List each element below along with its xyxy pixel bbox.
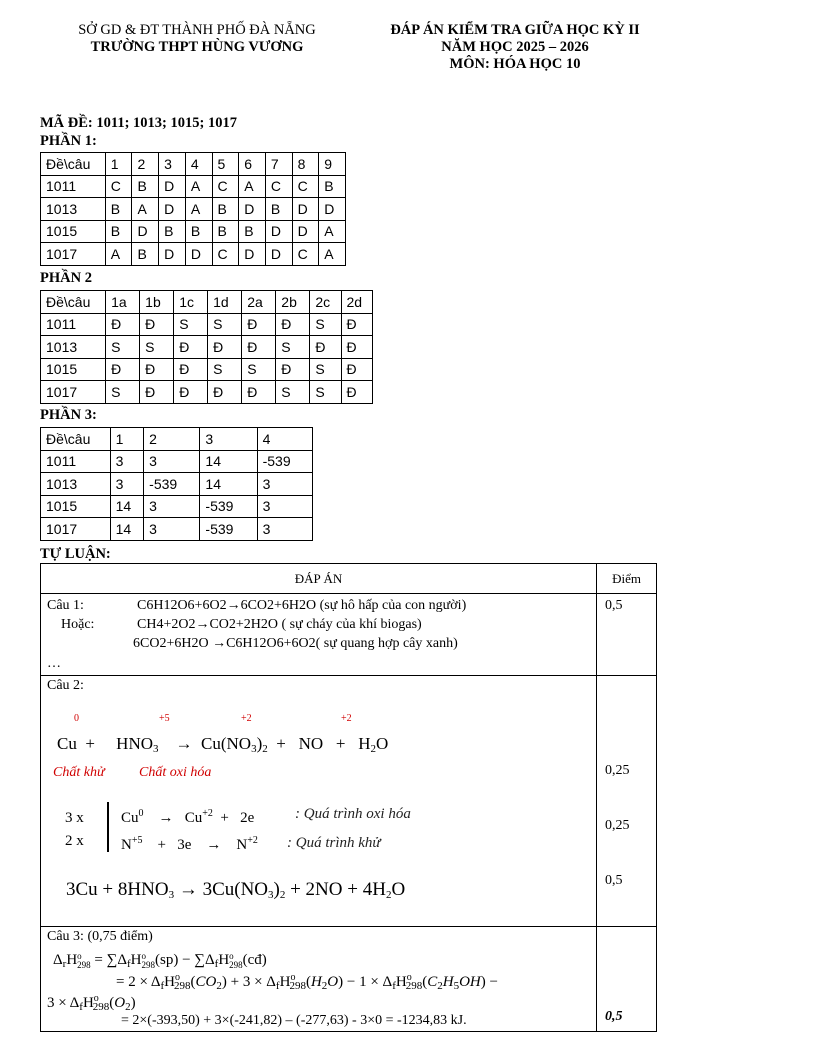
answer-cell: Đ <box>341 358 372 381</box>
reduction-process-label: : Quá trình khử <box>287 835 381 851</box>
column-header: Đề\câu <box>41 428 111 451</box>
exam-code-cell: 1013 <box>41 336 106 359</box>
answer-cell: S <box>208 358 242 381</box>
answer-cell: Đ <box>276 313 310 336</box>
oxidation-number-cu2: +2 <box>241 713 252 724</box>
question3-score: 0,5 <box>605 1009 623 1024</box>
exam-code-cell: 1015 <box>41 358 106 381</box>
question1-score: 0,5 <box>605 598 623 613</box>
exam-codes: MÃ ĐỀ: 1011; 1013; 1015; 1017 <box>40 115 237 131</box>
question1-cell <box>41 594 597 676</box>
answer-cell: A <box>185 198 212 221</box>
oxidation-number-n5: +5 <box>159 713 170 724</box>
table-row <box>41 473 313 496</box>
question3-cell <box>41 927 597 1032</box>
answer-cell: D <box>159 198 186 221</box>
column-header: 3 <box>159 153 186 176</box>
answer-cell: B <box>212 220 239 243</box>
score-column-header: Điểm <box>597 564 657 594</box>
answer-cell: A <box>319 243 346 266</box>
answer-cell: Đ <box>341 381 372 404</box>
answer-cell: S <box>276 336 310 359</box>
answer-cell: Đ <box>208 336 242 359</box>
question1-equation2: CH4+2O2→CO2+2H2O ( sự cháy của khí biogas) <box>137 617 422 632</box>
column-header: 2d <box>341 291 372 314</box>
table-row <box>41 336 373 359</box>
answer-cell: B <box>319 175 346 198</box>
answer-cell: B <box>265 198 292 221</box>
table-row <box>41 381 373 404</box>
question2-score-agents: 0,25 <box>605 763 630 778</box>
part2-answer-table <box>40 290 373 404</box>
school-name: TRƯỜNG THPT HÙNG VƯƠNG <box>90 39 304 55</box>
answer-cell: D <box>319 198 346 221</box>
answer-cell: Đ <box>106 313 140 336</box>
answer-cell: S <box>208 313 242 336</box>
part1-title: PHẦN 1: <box>40 133 97 149</box>
question3-score-cell <box>597 927 657 1032</box>
answer-cell: D <box>159 243 186 266</box>
answer-cell: B <box>132 243 159 266</box>
balanced-equation: $3Cu + 8HNO_3 \to 3Cu(NO_3)_2 + 2NO + 4H_2O$ <box>66 879 406 901</box>
question1-equation3: 6CO2+6H2O →C6H12O6+6O2( sự quang hợp cây xanh) <box>133 636 458 651</box>
exam-code-cell: 1013 <box>41 473 111 496</box>
answer-cell: S <box>310 313 341 336</box>
answer-cell: C <box>292 175 319 198</box>
question1-or-label: Hoặc: <box>61 617 95 632</box>
question2-score-balanced: 0,5 <box>605 873 623 888</box>
answer-cell: S <box>140 336 174 359</box>
answer-cell: Đ <box>341 336 372 359</box>
column-header: 9 <box>319 153 346 176</box>
table-row <box>41 518 313 541</box>
answer-cell: C <box>292 243 319 266</box>
table-header-row <box>41 291 373 314</box>
column-header: 2b <box>276 291 310 314</box>
column-header: 1 <box>110 428 144 451</box>
column-header: 7 <box>265 153 292 176</box>
answer-cell: Đ <box>242 381 276 404</box>
table-row <box>41 220 346 243</box>
oxidizing-agent-label: Chất oxi hóa <box>139 765 212 780</box>
answer-cell: Đ <box>208 381 242 404</box>
answer-cell: A <box>319 220 346 243</box>
enthalpy-formula-line3: $3 \times \Delta_fH^o_{298}(O_2)$ <box>47 993 136 1013</box>
answer-cell: S <box>106 336 140 359</box>
answer-cell: 3 <box>257 495 312 518</box>
answer-cell: A <box>239 175 266 198</box>
column-header: 1a <box>106 291 140 314</box>
column-header: 5 <box>212 153 239 176</box>
answer-cell: 3 <box>110 473 144 496</box>
answer-cell: Đ <box>276 358 310 381</box>
column-header: Đề\câu <box>41 291 106 314</box>
column-header: 8 <box>292 153 319 176</box>
part3-title: PHẦN 3: <box>40 407 97 423</box>
answer-cell: B <box>105 220 132 243</box>
question2-score-cell <box>597 676 657 927</box>
answer-cell: B <box>185 220 212 243</box>
column-header: 6 <box>239 153 266 176</box>
answer-cell: 14 <box>110 518 144 541</box>
left-header <box>52 22 342 56</box>
exam-title: ĐÁP ÁN KIỂM TRA GIỮA HỌC KỲ II <box>390 22 640 38</box>
answer-cell: Đ <box>341 313 372 336</box>
question1-score-cell <box>597 594 657 676</box>
column-header: 4 <box>257 428 312 451</box>
column-header: 2a <box>242 291 276 314</box>
answer-cell: C <box>212 175 239 198</box>
answer-cell: Đ <box>310 336 341 359</box>
table-header-row <box>41 428 313 451</box>
column-header: 2 <box>144 428 200 451</box>
answer-cell: 14 <box>200 473 257 496</box>
answer-cell: S <box>310 358 341 381</box>
answer-cell: S <box>106 381 140 404</box>
exam-code-cell: 1017 <box>41 381 106 404</box>
exam-code-cell: 1013 <box>41 198 106 221</box>
table-row <box>41 313 373 336</box>
subject: MÔN: HÓA HỌC 10 <box>449 56 581 72</box>
question3-label: Câu 3: (0,75 điểm) <box>47 929 153 944</box>
answer-cell: C <box>265 175 292 198</box>
table-row <box>41 358 373 381</box>
answer-cell: B <box>159 220 186 243</box>
question1-label: Câu 1: <box>47 598 84 613</box>
part2-title: PHẦN 2 <box>40 270 92 286</box>
table-row <box>41 198 346 221</box>
column-header: 1b <box>140 291 174 314</box>
answer-cell: D <box>292 198 319 221</box>
answer-cell: A <box>105 243 132 266</box>
answer-cell: B <box>239 220 266 243</box>
answer-cell: Đ <box>140 381 174 404</box>
reduction-half-reaction: $N^{+5}$ + 3e → $N^{+2}$ <box>121 835 258 853</box>
answer-cell: 3 <box>144 495 200 518</box>
answer-cell: S <box>276 381 310 404</box>
answer-cell: A <box>132 198 159 221</box>
answer-cell: Đ <box>242 313 276 336</box>
answer-cell: 3 <box>257 473 312 496</box>
part1-answer-table <box>40 152 346 266</box>
question2-label: Câu 2: <box>47 678 84 693</box>
answer-cell: D <box>239 198 266 221</box>
column-header: 2 <box>132 153 159 176</box>
answer-cell: S <box>174 313 208 336</box>
school-year: NĂM HỌC 2025 – 2026 <box>441 39 589 55</box>
answer-cell: Đ <box>106 358 140 381</box>
column-header: 1d <box>208 291 242 314</box>
multiplier-2: 2 x <box>65 833 84 849</box>
exam-code-cell: 1011 <box>41 313 106 336</box>
right-header <box>350 22 680 73</box>
answer-cell: D <box>265 243 292 266</box>
bracket-line <box>107 802 109 852</box>
essay-answer-table <box>40 563 657 1032</box>
answer-cell: Đ <box>140 358 174 381</box>
answer-cell: 3 <box>144 450 200 473</box>
department-name: SỞ GD & ĐT THÀNH PHỐ ĐÀ NẴNG <box>78 22 316 38</box>
answer-cell: Đ <box>174 358 208 381</box>
answer-cell: -539 <box>257 450 312 473</box>
exam-code-cell: 1015 <box>41 495 111 518</box>
answer-cell: B <box>105 198 132 221</box>
table-row <box>41 243 346 266</box>
exam-code-cell: 1011 <box>41 450 111 473</box>
column-header: 2c <box>310 291 341 314</box>
column-header: 1c <box>174 291 208 314</box>
question2-cell <box>41 676 597 927</box>
column-header: 1 <box>105 153 132 176</box>
exam-code-cell: 1015 <box>41 220 106 243</box>
answer-cell: S <box>242 358 276 381</box>
answer-cell: 3 <box>110 450 144 473</box>
table-row <box>41 175 346 198</box>
question2-score-process: 0,25 <box>605 818 630 833</box>
answer-cell: -539 <box>200 518 257 541</box>
answer-cell: Đ <box>140 313 174 336</box>
answer-cell: D <box>132 220 159 243</box>
question1-ellipsis: … <box>47 656 61 671</box>
answer-cell: -539 <box>200 495 257 518</box>
reaction-equation: Cu + $HNO_3$ → $Cu(NO_3)_2$ + NO + $H_2O$ <box>57 734 389 755</box>
table-header-row <box>41 153 346 176</box>
enthalpy-formula-line2: = $2 \times \Delta_fH^o_{298}(CO_2) + 3 \times \Delta_fH^o_{298}(H_2O) - 1 \times \Delta_fH^o_{298}(C_2H_5OH)$ − <box>116 972 498 992</box>
exam-code-cell: 1017 <box>41 518 111 541</box>
answer-cell: 3 <box>257 518 312 541</box>
exam-code-cell: 1017 <box>41 243 106 266</box>
answer-cell: D <box>159 175 186 198</box>
oxidation-number-cu: 0 <box>74 713 79 724</box>
column-header: 4 <box>185 153 212 176</box>
answer-column-header: ĐÁP ÁN <box>41 564 597 594</box>
answer-cell: B <box>132 175 159 198</box>
answer-cell: -539 <box>144 473 200 496</box>
answer-cell: S <box>310 381 341 404</box>
answer-cell: Đ <box>174 381 208 404</box>
answer-cell: 14 <box>110 495 144 518</box>
part3-answer-table <box>40 427 313 541</box>
essay-title: TỰ LUẬN: <box>40 546 111 562</box>
answer-cell: Đ <box>174 336 208 359</box>
answer-cell: D <box>265 220 292 243</box>
oxidation-number-n2: +2 <box>341 713 352 724</box>
enthalpy-final-result: = 2×(-393,50) + 3×(-241,82) – (-277,63) - 3×0 = -1234,83 kJ. <box>121 1013 467 1028</box>
answer-cell: B <box>212 198 239 221</box>
table-row <box>41 450 313 473</box>
answer-cell: C <box>105 175 132 198</box>
answer-cell: A <box>185 175 212 198</box>
multiplier-3: 3 x <box>65 810 84 826</box>
answer-cell: C <box>212 243 239 266</box>
oxidation-process-label: : Quá trình oxi hóa <box>295 806 411 822</box>
enthalpy-formula-line1: $\Delta_rH$ o 298 = $\sum\Delta_fH$ o 298 $(sp) - \sum\Delta_fH$ o 298 (cđ) <box>53 951 267 970</box>
question1-equation1: C6H12O6+6O2→6CO2+6H2O (sự hô hấp của con người) <box>137 598 467 613</box>
answer-cell: 3 <box>144 518 200 541</box>
column-header: 3 <box>200 428 257 451</box>
oxidation-half-reaction: Cu$^0$ → $Cu^{+2} + 2e$ <box>121 808 255 826</box>
answer-cell: D <box>239 243 266 266</box>
answer-cell: D <box>292 220 319 243</box>
answer-cell: D <box>185 243 212 266</box>
answer-cell: Đ <box>242 336 276 359</box>
exam-code-cell: 1011 <box>41 175 106 198</box>
column-header: Đề\câu <box>41 153 106 176</box>
table-row <box>41 495 313 518</box>
reducing-agent-label: Chất khử <box>53 765 105 780</box>
answer-cell: 14 <box>200 450 257 473</box>
